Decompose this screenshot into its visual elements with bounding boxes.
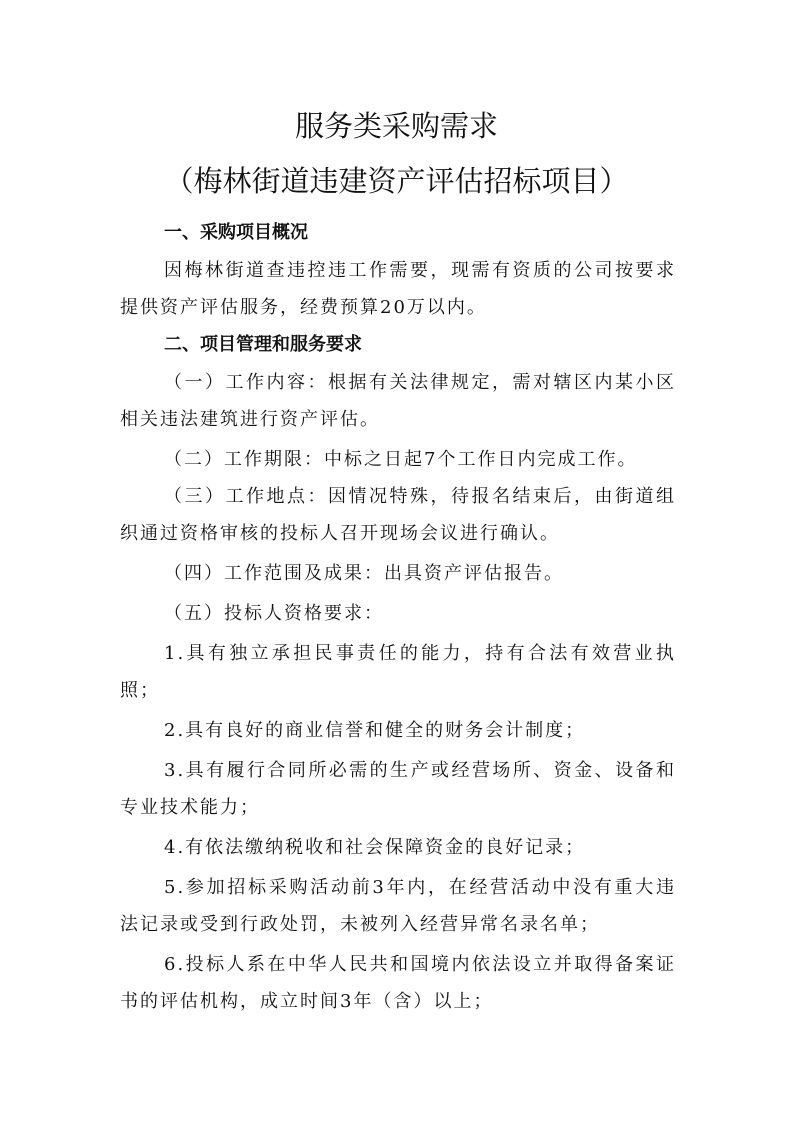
paragraph-work-period: （二）工作期限：中标之日起7个工作日内完成工作。 — [164, 449, 638, 470]
paragraph-bidder-qualifications: （五）投标人资格要求： — [164, 603, 384, 624]
list-item: 5.参加招标采购活动前3年内，在经营活动中没有重大违法记录或受到行政处罚，未被列入经营异常名录名单； — [120, 877, 676, 935]
document-title: 服务类采购需求 — [294, 109, 498, 143]
section-heading-requirements: 二、项目管理和服务要求 — [164, 334, 362, 355]
list-item: 4.有依法缴纳税收和社会保障资金的良好记录； — [164, 837, 586, 858]
list-item: 1.具有独立承担民事责任的能力，持有合法有效营业执照； — [120, 643, 676, 701]
section-heading-overview: 一、采购项目概况 — [164, 222, 308, 243]
document-body — [120, 214, 676, 1020]
list-item: 6.投标人系在中华人民共和国境内依法设立并取得备案证书的评估机构，成立时间3年（含）以上； — [120, 954, 676, 1012]
list-item: 2.具有良好的商业信誉和健全的财务会计制度； — [164, 720, 586, 741]
paragraph-work-scope: （四）工作范围及成果：出具资产评估报告。 — [164, 563, 564, 584]
document-subtitle: （梅林街道违建资产评估招标项目） — [164, 164, 629, 198]
paragraph-work-location: （三）工作地点：因情况特殊，待报名结束后，由街道组织通过资格审核的投标人召开现场会议进行确认。 — [120, 486, 676, 544]
paragraph-overview: 因梅林街道查违控违工作需要，现需有资质的公司按要求提供资产评估服务，经费预算20万以内。 — [120, 260, 676, 318]
paragraph-work-content: （一）工作内容：根据有关法律规定，需对辖区内某小区相关违法建筑进行资产评估。 — [120, 372, 676, 430]
list-item: 3.具有履行合同所必需的生产或经营场所、资金、设备和专业技术能力； — [120, 760, 676, 818]
